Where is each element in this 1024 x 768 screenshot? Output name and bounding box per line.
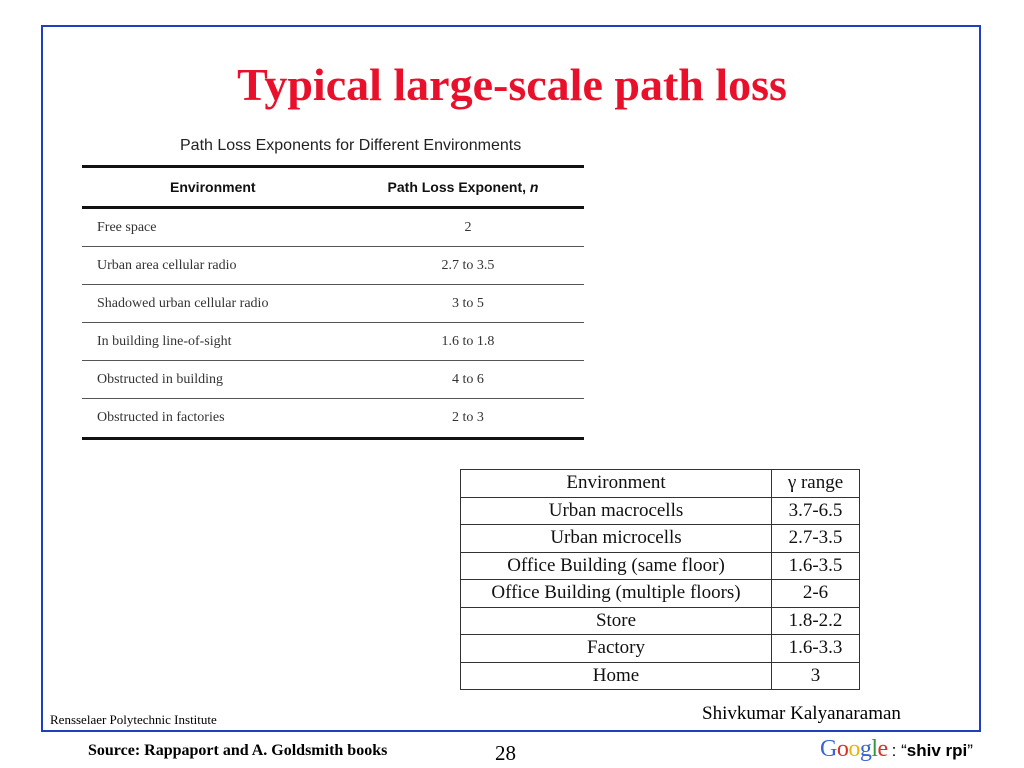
table-row (82, 247, 584, 285)
table1-cell-environment: Shadowed urban cellular radio (97, 295, 269, 311)
table-row (461, 607, 860, 635)
google-search-hint (820, 736, 973, 763)
table-row (82, 323, 584, 361)
table1-cell-environment: Obstructed in factories (97, 410, 225, 425)
table1-header-n: n (529, 179, 539, 195)
table2-cell-environment: Store (461, 607, 772, 635)
gamma-range-table (460, 469, 860, 690)
table2-cell-range: 3 (772, 662, 860, 690)
table2-cell-range: 1.6-3.3 (772, 635, 860, 663)
table-row (461, 580, 860, 608)
table2-cell-environment: Office Building (same floor) (461, 552, 772, 580)
table2-cell-range: 2-6 (772, 580, 860, 608)
google-search-query: : “shiv rpi” (891, 741, 973, 760)
table2-cell-range: 3.7-6.5 (772, 497, 860, 525)
google-logo-letter: g (859, 736, 872, 762)
google-logo-letter: e (877, 736, 888, 762)
path-loss-exponent-table (82, 165, 584, 440)
table1-cell-exponent: 4 to 6 (452, 371, 484, 387)
table1-cell-environment: In building line-of-sight (97, 333, 232, 349)
table2-cell-range: 1.8-2.2 (772, 607, 860, 635)
table-row (82, 361, 584, 399)
table2-header-gamma-range: γ range (772, 470, 860, 498)
table2-cell-environment: Home (461, 662, 772, 690)
table2-cell-environment: Urban microcells (461, 525, 772, 553)
google-logo-letter: G (820, 736, 837, 762)
table1-bottom-rule (82, 437, 584, 440)
table1-header-row (82, 168, 584, 206)
google-logo-letter: l (871, 736, 878, 762)
google-logo-letter: o (836, 736, 849, 762)
source-citation: Source: Rappaport and A. Goldsmith books (88, 742, 388, 759)
table1-cell-environment: Obstructed in building (97, 371, 223, 387)
author-name: Shivkumar Kalyanaraman (702, 703, 901, 724)
table-row (461, 525, 860, 553)
table2-cell-range: 1.6-3.5 (772, 552, 860, 580)
table-row (461, 635, 860, 663)
table-row (82, 399, 584, 437)
google-logo-letter: o (848, 736, 860, 762)
table2-header-environment: Environment (461, 470, 772, 498)
table1-cell-exponent: 2 to 3 (452, 410, 484, 425)
table1-header-exponent: Path Loss Exponent, n (387, 179, 539, 195)
google-logo (820, 736, 888, 763)
table1-cell-exponent: 2.7 to 3.5 (441, 257, 495, 273)
table-row (82, 209, 584, 247)
table1-cell-exponent: 3 to 5 (452, 295, 484, 311)
search-query-text: shiv rpi (906, 741, 968, 760)
table1-header-environment: Environment (170, 179, 256, 195)
slide-title: Typical large-scale path loss (237, 59, 787, 110)
institute-name: Rensselaer Polytechnic Institute (50, 712, 217, 727)
table1-cell-exponent: 2 (464, 219, 472, 235)
table1-cell-environment: Urban area cellular radio (97, 257, 237, 273)
table-row (461, 552, 860, 580)
table-row (461, 497, 860, 525)
table2-cell-environment: Factory (461, 635, 772, 663)
table-row (461, 662, 860, 690)
table2-header-row (461, 470, 860, 498)
page-number: 28 (495, 741, 516, 765)
table1-cell-exponent: 1.6 to 1.8 (441, 333, 495, 349)
table2-cell-environment: Urban macrocells (461, 497, 772, 525)
table2-cell-environment: Office Building (multiple floors) (461, 580, 772, 608)
table2-cell-range: 2.7-3.5 (772, 525, 860, 553)
table1-cell-environment: Free space (97, 219, 157, 235)
table1-caption: Path Loss Exponents for Different Environments (180, 137, 522, 154)
table-row (82, 285, 584, 323)
